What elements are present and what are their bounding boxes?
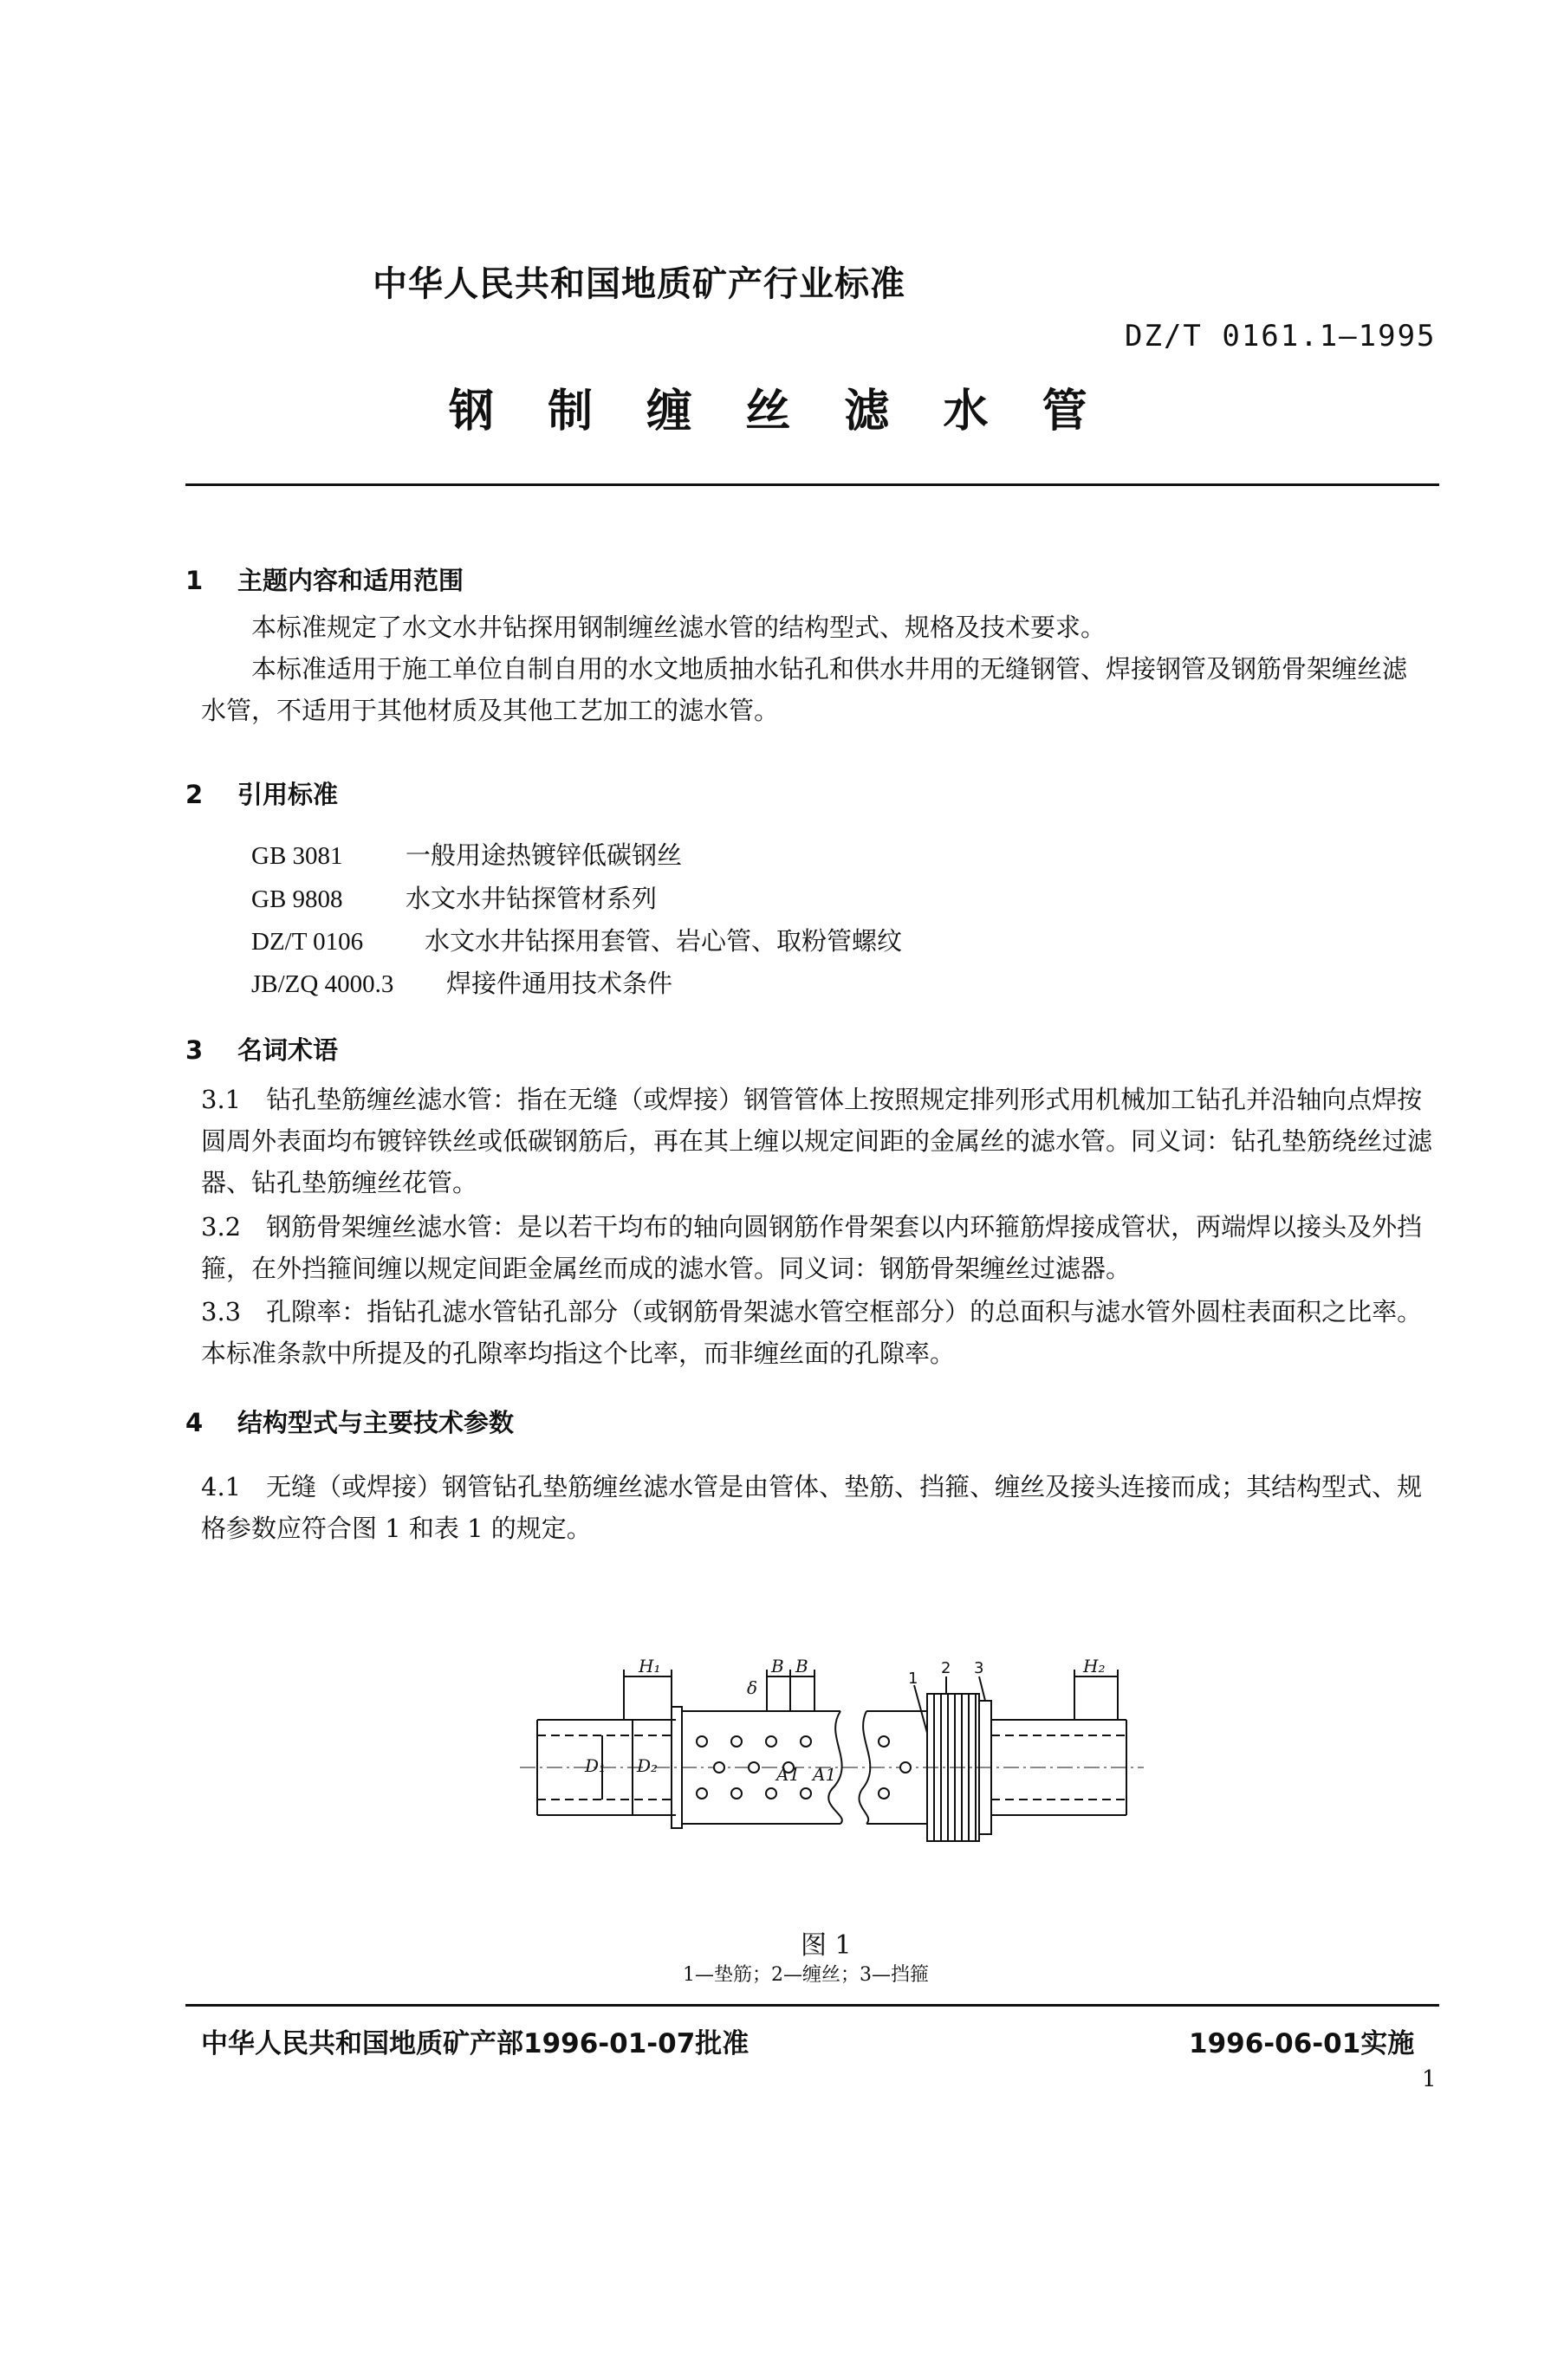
label-h2: H₂ — [1083, 1659, 1106, 1676]
clause-4-1: 4.1 无缝（或焊接）钢管钻孔垫筋缠丝滤水管是由管体、垫筋、挡箍、缠丝及接头连接而成；其结构型式、规格参数应符合图 1 和表 1 的规定。 — [201, 1472, 1423, 1543]
label-a1-left: A1 — [776, 1764, 801, 1785]
section-1-heading — [185, 561, 464, 597]
term-3-2: 3.2 钢筋骨架缠丝滤水管：是以若干均布的轴向圆钢筋作骨架套以内环箍筋焊接成管状，两端焊以接头及外挡箍，在外挡箍间缠以规定间距金属丝而成的滤水管。同义词：钢筋骨架缠丝过滤器。 — [201, 1212, 1423, 1283]
section-4-heading — [185, 1404, 514, 1439]
reference-item — [251, 879, 657, 915]
section-title: 主题内容和适用范围 — [237, 566, 464, 595]
reference-name: 水文水井钻探用套管、岩心管、取粉管螺纹 — [425, 926, 903, 956]
reference-code: GB 3081 — [251, 842, 343, 870]
label-b1: B — [771, 1659, 784, 1676]
term-3-1: 3.1 钻孔垫筋缠丝滤水管：指在无缝（或焊接）钢管管体上按照规定排列形式用机械加工钻孔并沿轴向点焊按圆周外表面均布镀锌铁丝或低碳钢筋后，再在其上缠以规定间距的金属丝的滤水管。同义词：钻孔垫筋绕丝过滤器、钻孔垫筋缠丝花管。 — [201, 1085, 1433, 1197]
label-b2: B — [795, 1659, 808, 1676]
section-number: 2 — [185, 780, 204, 809]
standard-number: DZ/T 0161.1—1995 — [1125, 319, 1437, 353]
label-2: 2 — [941, 1659, 951, 1677]
footer-rule — [185, 2004, 1439, 2007]
reference-name: 一般用途热镀锌低碳钢丝 — [406, 840, 683, 870]
term-3-3: 3.3 孔隙率：指钻孔滤水管钻孔部分（或钢筋骨架滤水管空框部分）的总面积与滤水管外圆柱表面积之比率。本标准条款中所提及的孔隙率均指这个比率，而非缠丝面的孔隙率。 — [201, 1297, 1423, 1368]
header-rule — [185, 483, 1439, 486]
label-3: 3 — [974, 1659, 984, 1677]
section-3-heading — [185, 1031, 338, 1067]
label-1: 1 — [908, 1670, 918, 1688]
figure-1 — [520, 1659, 1144, 1858]
reference-name: 水文水井钻探管材系列 — [406, 884, 658, 913]
approval-line: 中华人民共和国地质矿产部1996-01-07批准 — [201, 2028, 750, 2059]
section-1-paragraph-1: 本标准规定了水文水井钻探用钢制缠丝滤水管的结构型式、规格及技术要求。 — [251, 613, 1106, 642]
document-title: 钢 制 缠 丝 滤 水 管 — [449, 386, 1106, 438]
reference-code: DZ/T 0106 — [251, 928, 364, 956]
reference-item — [251, 964, 672, 1000]
reference-name: 焊接件通用技术条件 — [446, 969, 673, 998]
figure-caption: 图 1 — [801, 1930, 852, 1961]
label-d2: D₂ — [637, 1755, 659, 1776]
reference-item — [251, 922, 902, 957]
section-title: 名词术语 — [237, 1035, 339, 1065]
section-number: 4 — [185, 1408, 204, 1437]
section-title: 引用标准 — [237, 780, 339, 809]
label-d1: D₁ — [585, 1755, 607, 1776]
section-number: 1 — [185, 566, 204, 595]
reference-code: JB/ZQ 4000.3 — [251, 970, 394, 998]
reference-item — [251, 836, 682, 872]
label-h1: H₁ — [639, 1659, 661, 1676]
section-1-paragraph-2: 本标准适用于施工单位自制自用的水文地质抽水钻孔和供水井用的无缝钢管、焊接钢管及钢筋骨架缠丝滤水管，不适用于其他材质及其他工艺加工的滤水管。 — [201, 654, 1408, 725]
standard-category: 中华人民共和国地质矿产行业标准 — [373, 264, 905, 304]
section-title: 结构型式与主要技术参数 — [237, 1408, 515, 1437]
filter-pipe-drawing — [520, 1659, 1144, 1858]
figure-legend: 1—垫筋；2—缠丝；3—挡箍 — [683, 1964, 929, 1986]
reference-code: GB 9808 — [251, 885, 343, 913]
section-number: 3 — [185, 1035, 204, 1065]
label-a1-right: A1 — [813, 1764, 837, 1785]
section-2-heading — [185, 775, 338, 811]
implementation-date: 1996-06-01实施 — [1189, 2028, 1415, 2059]
label-delta: δ — [747, 1677, 758, 1698]
page-number: 1 — [1422, 2066, 1437, 2092]
